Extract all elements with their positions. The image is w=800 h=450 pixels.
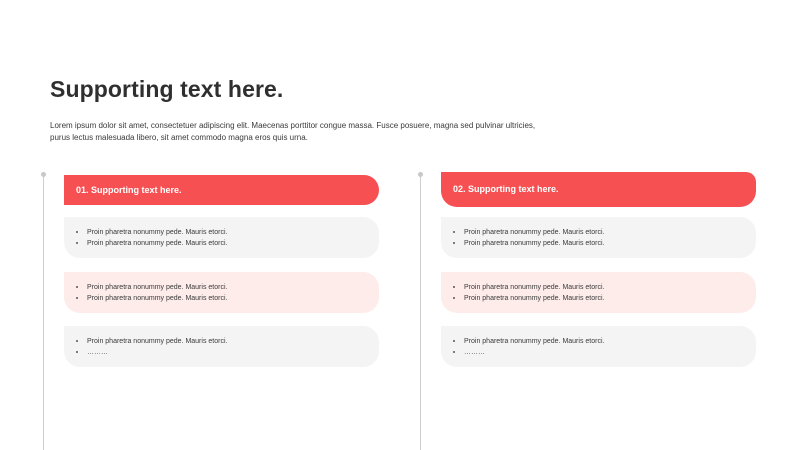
card [64, 326, 379, 367]
card [64, 217, 379, 258]
card [441, 272, 756, 313]
list-item: Proin pharetra nonummy pede. Mauris etorci. [453, 227, 756, 238]
card [64, 272, 379, 313]
bullet-list [453, 336, 756, 358]
timeline-dot-left [41, 172, 46, 177]
list-item: Proin pharetra nonummy pede. Mauris etorci. [76, 282, 379, 293]
column-header: 02. Supporting text here. [441, 172, 756, 207]
intro-paragraph [50, 120, 570, 144]
intro-line: purus lectus malesuada libero, sit amet commodo magna eros quis urna. [50, 133, 308, 142]
timeline-line-left [43, 173, 44, 450]
intro-line: Lorem ipsum dolor sit amet, consectetuer adipiscing elit. Maecenas porttitor congue massa. Fusce posuere, magna sed pulvinar ultricies, [50, 121, 536, 130]
card [441, 326, 756, 367]
timeline-dot-right [418, 172, 423, 177]
list-item: Proin pharetra nonummy pede. Mauris etorci. [76, 336, 379, 347]
list-item: Proin pharetra nonummy pede. Mauris etorci. [76, 238, 379, 249]
bullet-list [76, 227, 379, 249]
timeline-line-right [420, 173, 421, 450]
list-item: ……… [453, 347, 756, 358]
list-item: Proin pharetra nonummy pede. Mauris etorci. [453, 293, 756, 304]
list-item: Proin pharetra nonummy pede. Mauris etorci. [453, 282, 756, 293]
list-item: Proin pharetra nonummy pede. Mauris etorci. [76, 293, 379, 304]
bullet-list [453, 282, 756, 304]
page-title: Supporting text here. [50, 76, 284, 102]
list-item: Proin pharetra nonummy pede. Mauris etorci. [76, 227, 379, 238]
column-header: 01. Supporting text here. [64, 175, 379, 205]
list-item: Proin pharetra nonummy pede. Mauris etorci. [453, 238, 756, 249]
bullet-list [76, 336, 379, 358]
list-item: Proin pharetra nonummy pede. Mauris etorci. [453, 336, 756, 347]
bullet-list [76, 282, 379, 304]
bullet-list [453, 227, 756, 249]
list-item: ……… [76, 347, 379, 358]
card [441, 217, 756, 258]
